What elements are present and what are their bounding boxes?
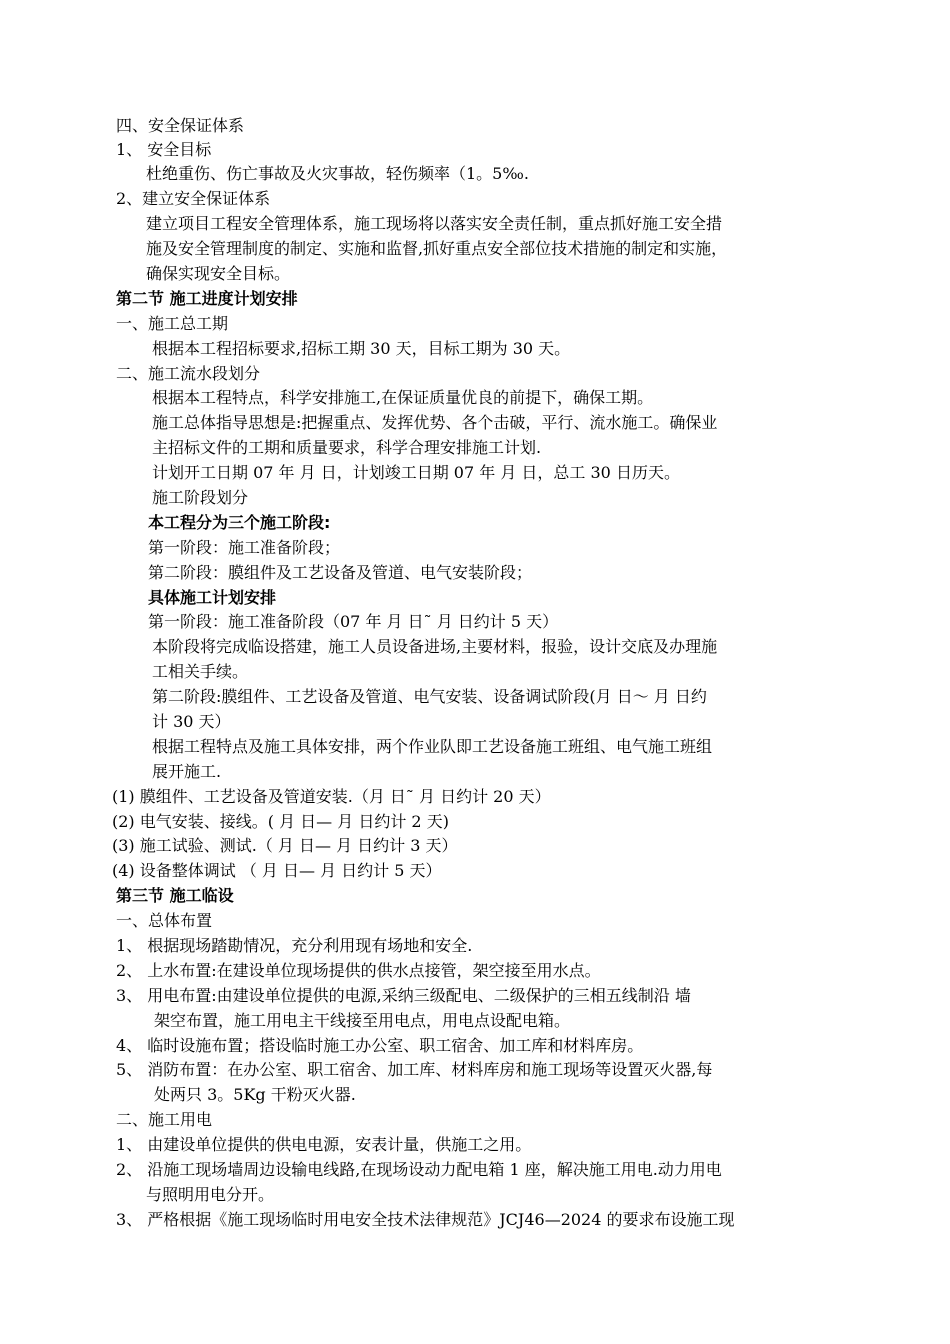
list-item: 3、 用电布置:由建设单位提供的电源,采纳三级配电、二级保护的三相五线制沿 墙: [116, 986, 691, 1005]
paragraph-line: 计划开工日期 07 年 月 日，计划竣工日期 07 年 月 日，总工 30 日历天。: [152, 463, 680, 482]
paragraph-line: 施工阶段划分: [152, 488, 249, 507]
paragraph-line: 架空布置，施工用电主干线接至用电点，用电点设配电箱。: [154, 1011, 571, 1030]
paragraph-line: 第一阶段：施工准备阶段（07 年 月 日˜ 月 日约计 5 天）: [148, 612, 559, 631]
list-item: (4) 设备整体调试 （ 月 日— 月 日约计 5 天）: [112, 861, 442, 880]
paragraph-line: 杜绝重伤、伤亡事故及火灾事故，轻伤频率（1。5‰.: [146, 164, 529, 183]
subheading-total-period: 一、施工总工期: [116, 314, 229, 333]
paragraph-line: 根据本工程特点，科学安排施工,在保证质量优良的前提下，确保工期。: [152, 388, 654, 407]
paragraph-line: 与照明用电分开。: [146, 1185, 275, 1204]
paragraph-line: 施工总体指导思想是:把握重点、发挥优势、各个击破，平行、流水施工。确保业: [152, 413, 718, 432]
paragraph-line: 第一阶段：施工准备阶段；: [148, 538, 341, 557]
paragraph-line: 根据工程特点及施工具体安排，两个作业队即工艺设备施工班组、电气施工班组: [152, 737, 713, 756]
paragraph-line: 施及安全管理制度的制定、实施和监督,抓好重点安全部位技术措施的制定和实施，: [146, 239, 728, 258]
paragraph-line: 第二阶段:膜组件、工艺设备及管道、电气安装、设备调试阶段(月 日～ 月 日约: [152, 687, 707, 706]
list-item: 2、 沿施工现场墙周边设输电线路,在现场设动力配电箱 1 座，解决施工用电.动力用电: [116, 1160, 722, 1179]
list-item: (1) 膜组件、工艺设备及管道安装.（月 日˜ 月 日约计 20 天）: [112, 787, 551, 806]
paragraph-line: 计 30 天）: [152, 712, 231, 731]
list-item: (3) 施工试验、测试.（ 月 日— 月 日约计 3 天）: [112, 836, 458, 855]
paragraph-line: 根据本工程招标要求,招标工期 30 天，目标工期为 30 天。: [152, 339, 571, 358]
paragraph-line: 建立项目工程安全管理体系，施工现场将以落实安全责任制，重点抓好施工安全措: [146, 214, 723, 233]
list-item: 1、 根据现场踏勘情况，充分利用现有场地和安全.: [116, 936, 473, 955]
paragraph-line: 第二阶段：膜组件及工艺设备及管道、电气安装阶段；: [148, 563, 533, 582]
bold-subheading: 具体施工计划安排: [148, 588, 277, 607]
section-heading-2: 第二节 施工进度计划安排: [116, 289, 298, 308]
heading-safety-system: 四、安全保证体系: [116, 116, 245, 135]
subheading-construction-power: 二、施工用电: [116, 1110, 213, 1129]
item-safety-goal: 1、 安全目标: [116, 140, 212, 159]
paragraph-line: 处两只 3。5Kg 干粉灭火器.: [154, 1085, 356, 1104]
subheading-flow-sections: 二、施工流水段划分: [116, 364, 261, 383]
subheading-general-layout: 一、总体布置: [116, 911, 213, 930]
paragraph-line: 主招标文件的工期和质量要求，科学合理安排施工计划.: [152, 438, 542, 457]
section-heading-3: 第三节 施工临设: [116, 886, 234, 905]
paragraph-line: 确保实现安全目标。: [146, 264, 291, 283]
paragraph-line: 本阶段将完成临设搭建，施工人员设备进场,主要材料，报验，设计交底及办理施: [152, 637, 718, 656]
paragraph-line: 工相关手续。: [152, 662, 249, 681]
paragraph-line: 展开施工.: [152, 762, 222, 781]
list-item: 5、 消防布置：在办公室、职工宿舍、加工库、材料库房和施工现场等设置灭火器,每: [116, 1060, 713, 1079]
bold-subheading: 本工程分为三个施工阶段:: [148, 513, 331, 532]
list-item: 4、 临时设施布置；搭设临时施工办公室、职工宿舍、加工库和材料库房。: [116, 1036, 644, 1055]
list-item: 3、 严格根据《施工现场临时用电安全技术法律规范》JCJ46—2024 的要求布设施工现: [116, 1210, 735, 1229]
list-item: 2、 上水布置:在建设单位现场提供的供水点接管，架空接至用水点。: [116, 961, 601, 980]
item-establish-system: 2、建立安全保证体系: [116, 189, 271, 208]
list-item: (2) 电气安装、接线。( 月 日— 月 日约计 2 天): [112, 812, 449, 831]
list-item: 1、 由建设单位提供的供电电源，安表计量，供施工之用。: [116, 1135, 532, 1154]
